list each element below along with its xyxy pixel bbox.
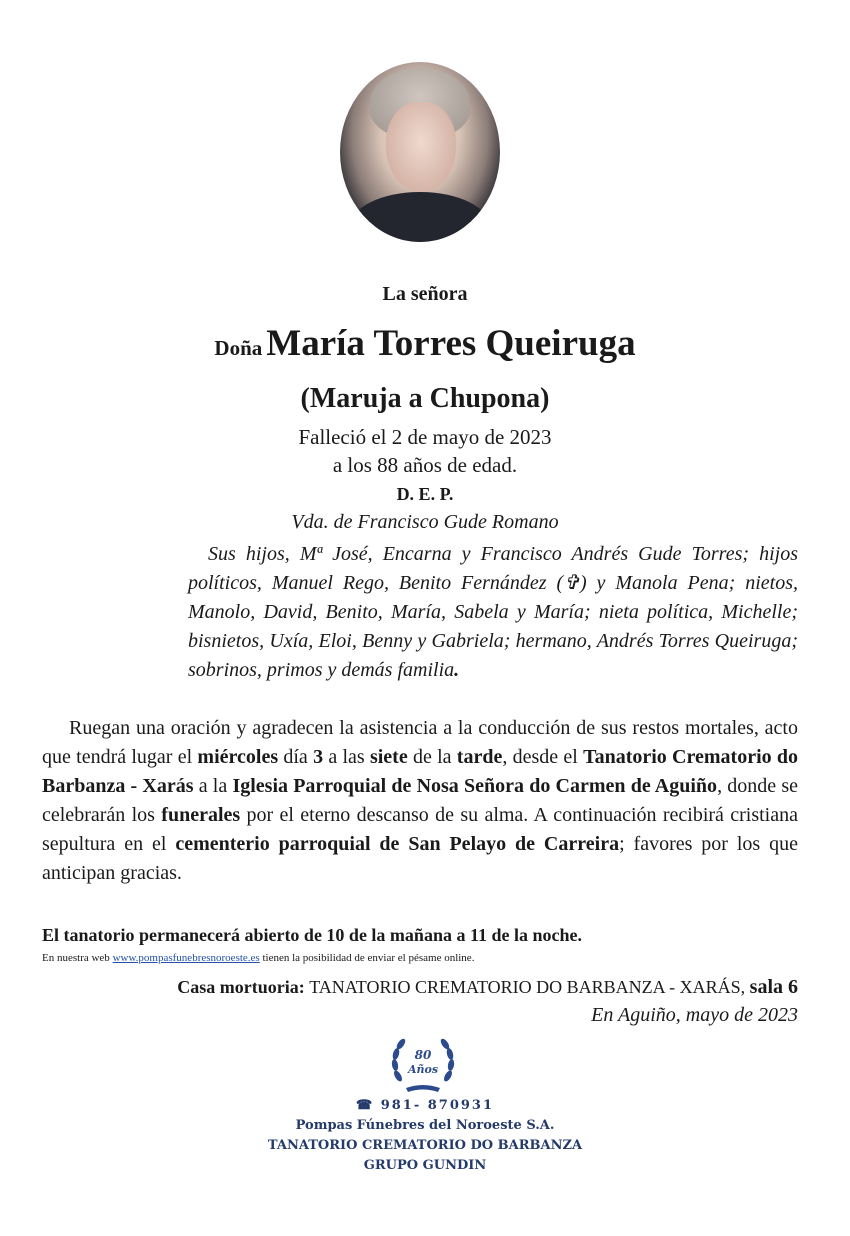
logo-word: Años [407,1063,439,1076]
tanatorio-hours: El tanatorio permanecerá abierto de 10 de la mañana a 11 de la noche. [42,925,582,945]
company-tanatorio: TANATORIO CREMATORIO DO BARBANZA [267,1138,583,1153]
cross-icon: ✞ [563,572,580,594]
death-date: Falleció el 2 de mayo de 2023 [298,425,552,449]
place-date: En Aguiño, mayo de 2023 [591,1004,798,1026]
family-paragraph: Sus hijos, Mª José, Encarna y Francisco Andrés Gude Torres; hijos políticos, Manuel Rego, Benito Fernández (✞) y Manola Pena; nietos, Manolo, David, Benito, María, Sabela y María; nieta política, Michelle; bisnietos, Uxía, Eloi, Benny y Gabriela; hermano, Andrés Torres Queiruga; sobrinos, primos y demás familia. [188,543,798,681]
website-link[interactable]: www.pompasfunebresnoroeste.es [112,952,260,964]
full-name: María Torres Queiruga [266,323,636,364]
honorific: La señora [382,283,468,305]
portrait-photo [340,62,500,242]
phone-line: ☎ 981- 870931 [355,1098,495,1113]
company-group: GRUPO GUNDIN [363,1158,487,1173]
anniversary-logo [388,1032,458,1094]
ceremony-paragraph: Ruegan una oración y agradecen la asistencia a la conducción de sus restos mortales, acto que tendrá lugar el miércoles día 3 a las siete de la tarde, desde el Tanatorio Crematorio do Barbanza - Xarás a la Iglesia Parroquial de Nosa Señora do Carmen de Aguiño, donde se celebrarán los funerales por el eterno descanso de su alma. A continuación recibirá cristiana sepultura en el cementerio parroquial de San Pelayo de Carreira; favores por los que anticipan gracias. [42,717,799,884]
logo-number: 80 [414,1048,432,1062]
web-notice: En nuestra web www.pompasfunebresnoroeste.es tienen la posibilidad de enviar el pésame online. [42,952,475,964]
age: a los 88 años de edad. [332,453,518,477]
widow-of: Vda. de Francisco Gude Romano [291,511,559,533]
deceased-name [0,322,850,365]
phone-icon: ☎ [355,1098,375,1113]
funeral-home: Casa mortuoria: TANATORIO CREMATORIO DO BARBANZA - XARÁS, sala 6 [177,976,798,998]
company-name: Pompas Fúnebres del Noroeste S.A. [295,1118,555,1133]
rip-text: D. E. P. [396,484,454,504]
title-dona: Doña [214,336,263,360]
nickname: (Maruja a Chupona) [300,383,550,414]
